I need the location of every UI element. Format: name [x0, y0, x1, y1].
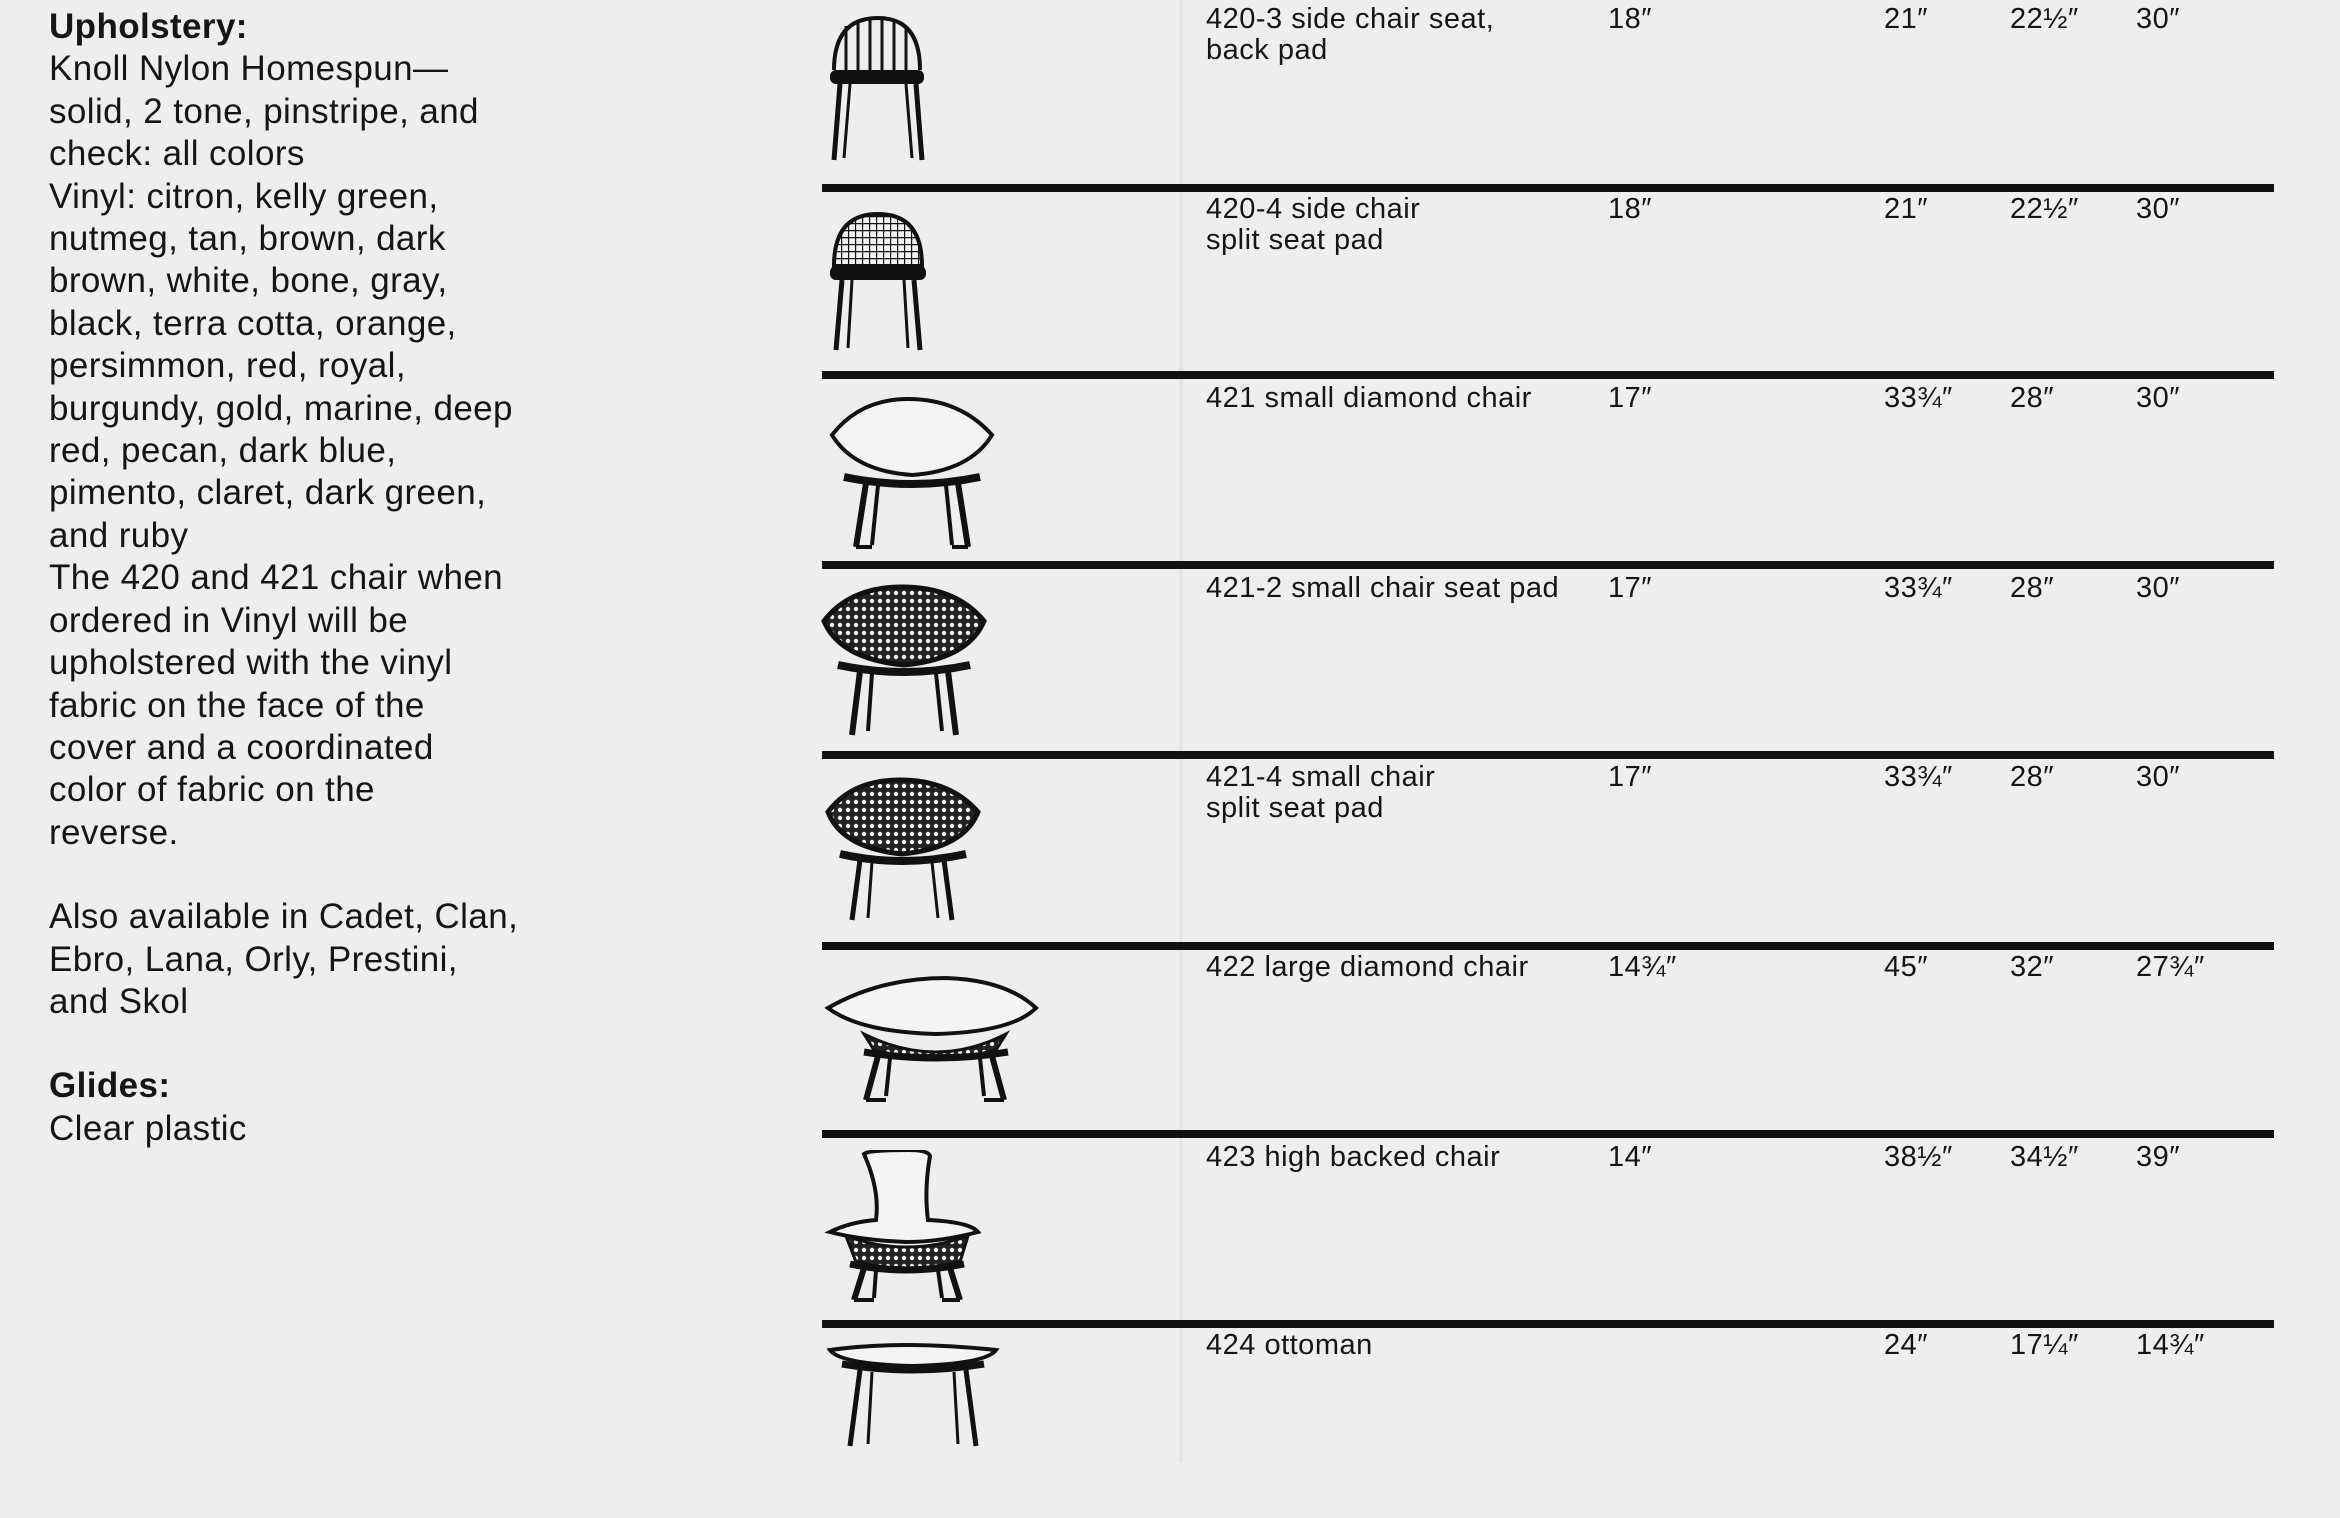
dimension-3: 22½″ — [2010, 193, 2079, 225]
product-name-line: 421-4 small chair — [1206, 761, 1436, 793]
dimension-3: 32″ — [2010, 951, 2055, 983]
upholstery-line: persimmon, red, royal, — [49, 346, 406, 386]
dimension-2: 21″ — [1884, 3, 1929, 35]
dimension-4: 30″ — [2136, 761, 2181, 793]
glides-text: Clear plastic — [49, 1108, 247, 1148]
dimension-2: 45″ — [1884, 951, 1929, 983]
upholstery-line: color of fabric on the — [49, 770, 375, 810]
dimension-3: 22½″ — [2010, 3, 2079, 35]
dimension-3: 28″ — [2010, 761, 2055, 793]
upholstery-line: solid, 2 tone, pinstripe, and — [49, 91, 479, 131]
diamond-chair-padded-icon — [820, 391, 1060, 569]
upholstery-line: Vinyl: citron, kelly green, — [49, 176, 439, 216]
upholstery-line: red, pecan, dark blue, — [49, 431, 397, 471]
product-row — [0, 758, 2340, 948]
ottoman-icon — [820, 1332, 1060, 1510]
also-available-line: Ebro, Lana, Orly, Prestini, — [49, 939, 458, 979]
product-name-line: back pad — [1206, 34, 1328, 66]
dimension-1: 18″ — [1608, 193, 1653, 225]
product-row — [0, 1328, 2340, 1518]
dimension-4: 30″ — [2136, 382, 2181, 414]
product-name-line: 421-2 small chair seat pad — [1206, 572, 1560, 604]
large-diamond-chair-icon — [820, 960, 1060, 1138]
diamond-chair-mesh-small-icon — [820, 774, 1060, 952]
glides-heading: Glides: — [49, 1066, 171, 1106]
dimension-1: 18″ — [1608, 3, 1653, 35]
upholstery-heading: Upholstery: — [49, 7, 248, 46]
upholstery-line: black, terra cotta, orange, — [49, 303, 457, 343]
dimension-3: 17¼″ — [2010, 1329, 2079, 1361]
dimension-1: 14¾″ — [1608, 951, 1677, 983]
dimension-4: 30″ — [2136, 193, 2181, 225]
product-row — [0, 190, 2340, 380]
dimension-1: 14″ — [1608, 1141, 1653, 1173]
product-name-line: split seat pad — [1206, 792, 1384, 824]
dimension-2: 38½″ — [1884, 1141, 1953, 1173]
dimension-3: 28″ — [2010, 572, 2055, 604]
side-chair-mesh-icon — [820, 202, 1060, 380]
dimension-4: 30″ — [2136, 572, 2181, 604]
product-name-line: 422 large diamond chair — [1206, 951, 1529, 983]
diamond-chair-mesh-icon — [820, 581, 1060, 759]
product-row — [0, 569, 2340, 759]
product-name — [1206, 952, 1529, 983]
dimension-2: 33¾″ — [1884, 761, 1953, 793]
dimension-3: 28″ — [2010, 382, 2055, 414]
product-name-line: 423 high backed chair — [1206, 1141, 1501, 1173]
dimension-4: 14¾″ — [2136, 1329, 2205, 1361]
dimension-4: 39″ — [2136, 1141, 2181, 1173]
upholstery-line: cover and a coordinated — [49, 727, 434, 767]
product-name-line: 424 ottoman — [1206, 1329, 1373, 1361]
product-name — [1206, 1142, 1500, 1173]
product-name — [1206, 194, 1420, 256]
product-name — [1206, 573, 1559, 604]
dimension-1: 17″ — [1608, 761, 1653, 793]
upholstery-line: Knoll Nylon Homespun— — [49, 49, 449, 89]
product-name-line: 420-4 side chair — [1206, 193, 1421, 225]
dimension-2: 33¾″ — [1884, 572, 1953, 604]
dimension-1: 17″ — [1608, 572, 1653, 604]
side-chair-icon — [820, 8, 1060, 186]
product-name — [1206, 1330, 1373, 1361]
product-row — [0, 948, 2340, 1138]
upholstery-line: brown, white, bone, gray, — [49, 261, 448, 301]
dimension-1: 17″ — [1608, 382, 1653, 414]
product-name — [1206, 762, 1435, 824]
upholstery-line: upholstered with the vinyl — [49, 643, 453, 683]
dimension-2: 24″ — [1884, 1329, 1929, 1361]
dimension-2: 33¾″ — [1884, 382, 1953, 414]
product-row — [0, 0, 2340, 190]
upholstery-line: pimento, claret, dark green, — [49, 473, 487, 513]
dimension-3: 34½″ — [2010, 1141, 2079, 1173]
high-backed-chair-icon — [820, 1150, 1060, 1328]
upholstery-line: fabric on the face of the — [49, 685, 425, 725]
product-row — [0, 1138, 2340, 1328]
product-name — [1206, 4, 1494, 66]
product-name-line: 420-3 side chair seat, — [1206, 3, 1495, 35]
product-name-line: split seat pad — [1206, 224, 1384, 256]
upholstery-line: and ruby — [49, 515, 189, 555]
upholstery-line: check: all colors — [49, 134, 305, 174]
upholstery-line: The 420 and 421 chair when — [49, 558, 504, 598]
also-available-line: Also available in Cadet, Clan, — [49, 897, 519, 937]
also-available-line: and Skol — [49, 981, 189, 1021]
upholstery-line: ordered in Vinyl will be — [49, 600, 409, 640]
product-name-line: 421 small diamond chair — [1206, 382, 1532, 414]
dimension-4: 27¾″ — [2136, 951, 2205, 983]
product-row — [0, 379, 2340, 569]
dimension-4: 30″ — [2136, 3, 2181, 35]
upholstery-line: reverse. — [49, 812, 179, 852]
dimension-2: 21″ — [1884, 193, 1929, 225]
upholstery-line: nutmeg, tan, brown, dark — [49, 219, 446, 259]
upholstery-line: burgundy, gold, marine, deep — [49, 388, 513, 428]
product-name — [1206, 383, 1532, 414]
